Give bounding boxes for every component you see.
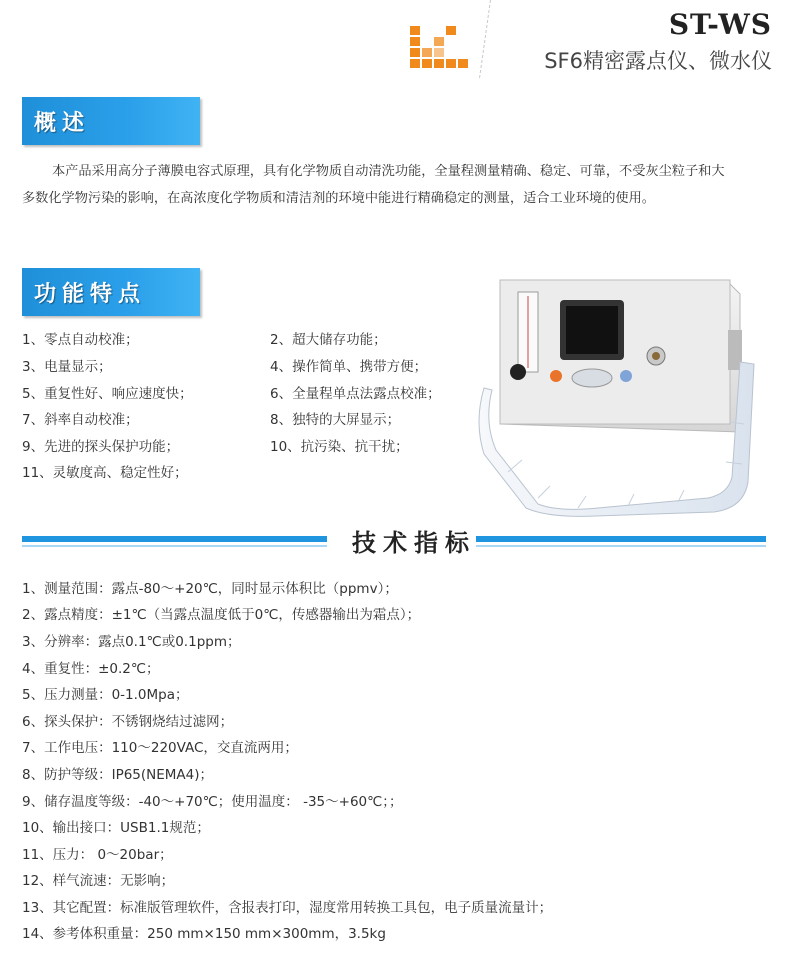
spec-item: 10、输出接口：USB1.1规范； xyxy=(22,820,210,836)
feature-item: 2、超大储存功能； xyxy=(270,332,387,348)
overview-title-box xyxy=(22,97,200,145)
overview-text xyxy=(22,158,772,212)
feature-item: 10、抗污染、抗干扰； xyxy=(270,439,409,455)
spec-item: 5、压力测量：0-1.0Mpa； xyxy=(22,687,189,703)
spec-item: 12、样气流速：无影响； xyxy=(22,873,175,889)
decorative-dash-line xyxy=(479,0,491,78)
feature-item: 3、电量显示； xyxy=(22,359,112,375)
spec-item: 11、压力： 0～20bar； xyxy=(22,847,173,863)
tech-band-right-thin xyxy=(476,545,766,547)
features-title: 功能特点 xyxy=(34,282,147,307)
features-title-box xyxy=(22,268,200,316)
feature-item: 7、斜率自动校准； xyxy=(22,412,139,428)
tech-title: 技术指标 xyxy=(352,529,476,557)
feature-item: 5、重复性好、响应速度快； xyxy=(22,386,193,402)
feature-item: 11、灵敏度高、稳定性好； xyxy=(22,465,188,481)
spec-item: 8、防护等级：IP65(NEMA4)； xyxy=(22,767,214,783)
overview-line-2: 多数化学物污染的影响，在高浓度化学物质和清洁剂的环境中能进行精确稳定的测量，适合工业环境的使用。 xyxy=(22,191,655,206)
spec-item: 6、探头保护：不锈钢烧结过滤网； xyxy=(22,714,234,730)
spec-item: 3、分辨率：露点0.1℃或0.1ppm； xyxy=(22,634,241,650)
overview-title: 概述 xyxy=(34,111,91,136)
tech-band-left xyxy=(22,536,327,542)
feature-item: 1、零点自动校准； xyxy=(22,332,139,348)
feature-item: 6、全量程单点法露点校准； xyxy=(270,386,441,402)
feature-item: 8、独特的大屏显示； xyxy=(270,412,401,428)
spec-item: 7、工作电压：110～220VAC，交直流两用； xyxy=(22,740,298,756)
product-subtitle: SF6精密露点仪、微水仪 xyxy=(544,49,772,73)
overview-line-1: 本产品采用高分子薄膜电容式原理，具有化学物质自动清洗功能，全量程测量精确、稳定、可靠，不受灰尘粒子和大 xyxy=(52,164,725,179)
tech-band-left-thin xyxy=(22,545,327,547)
spec-item: 2、露点精度：±1℃（当露点温度低于0℃，传感器输出为霜点）； xyxy=(22,607,421,623)
feature-item: 9、先进的探头保护功能； xyxy=(22,439,180,455)
feature-item: 4、操作简单、携带方便； xyxy=(270,359,428,375)
model-name: ST-WS xyxy=(668,8,772,41)
tech-band-right xyxy=(476,536,766,542)
spec-item: 9、储存温度等级：-40～+70℃；使用温度： -35～+60℃；； xyxy=(22,794,403,810)
device-image xyxy=(478,272,778,517)
spec-item: 14、参考体积重量：250 mm×150 mm×300mm，3.5kg xyxy=(22,926,386,942)
spec-item: 13、其它配置：标准版管理软件，含报表打印，湿度常用转换工具包，电子质量流量计； xyxy=(22,900,553,916)
spec-item: 4、重复性：±0.2℃； xyxy=(22,661,160,677)
spec-item: 1、测量范围：露点-80～+20℃，同时显示体积比（ppmv）； xyxy=(22,581,398,597)
brand-logo xyxy=(410,22,474,72)
